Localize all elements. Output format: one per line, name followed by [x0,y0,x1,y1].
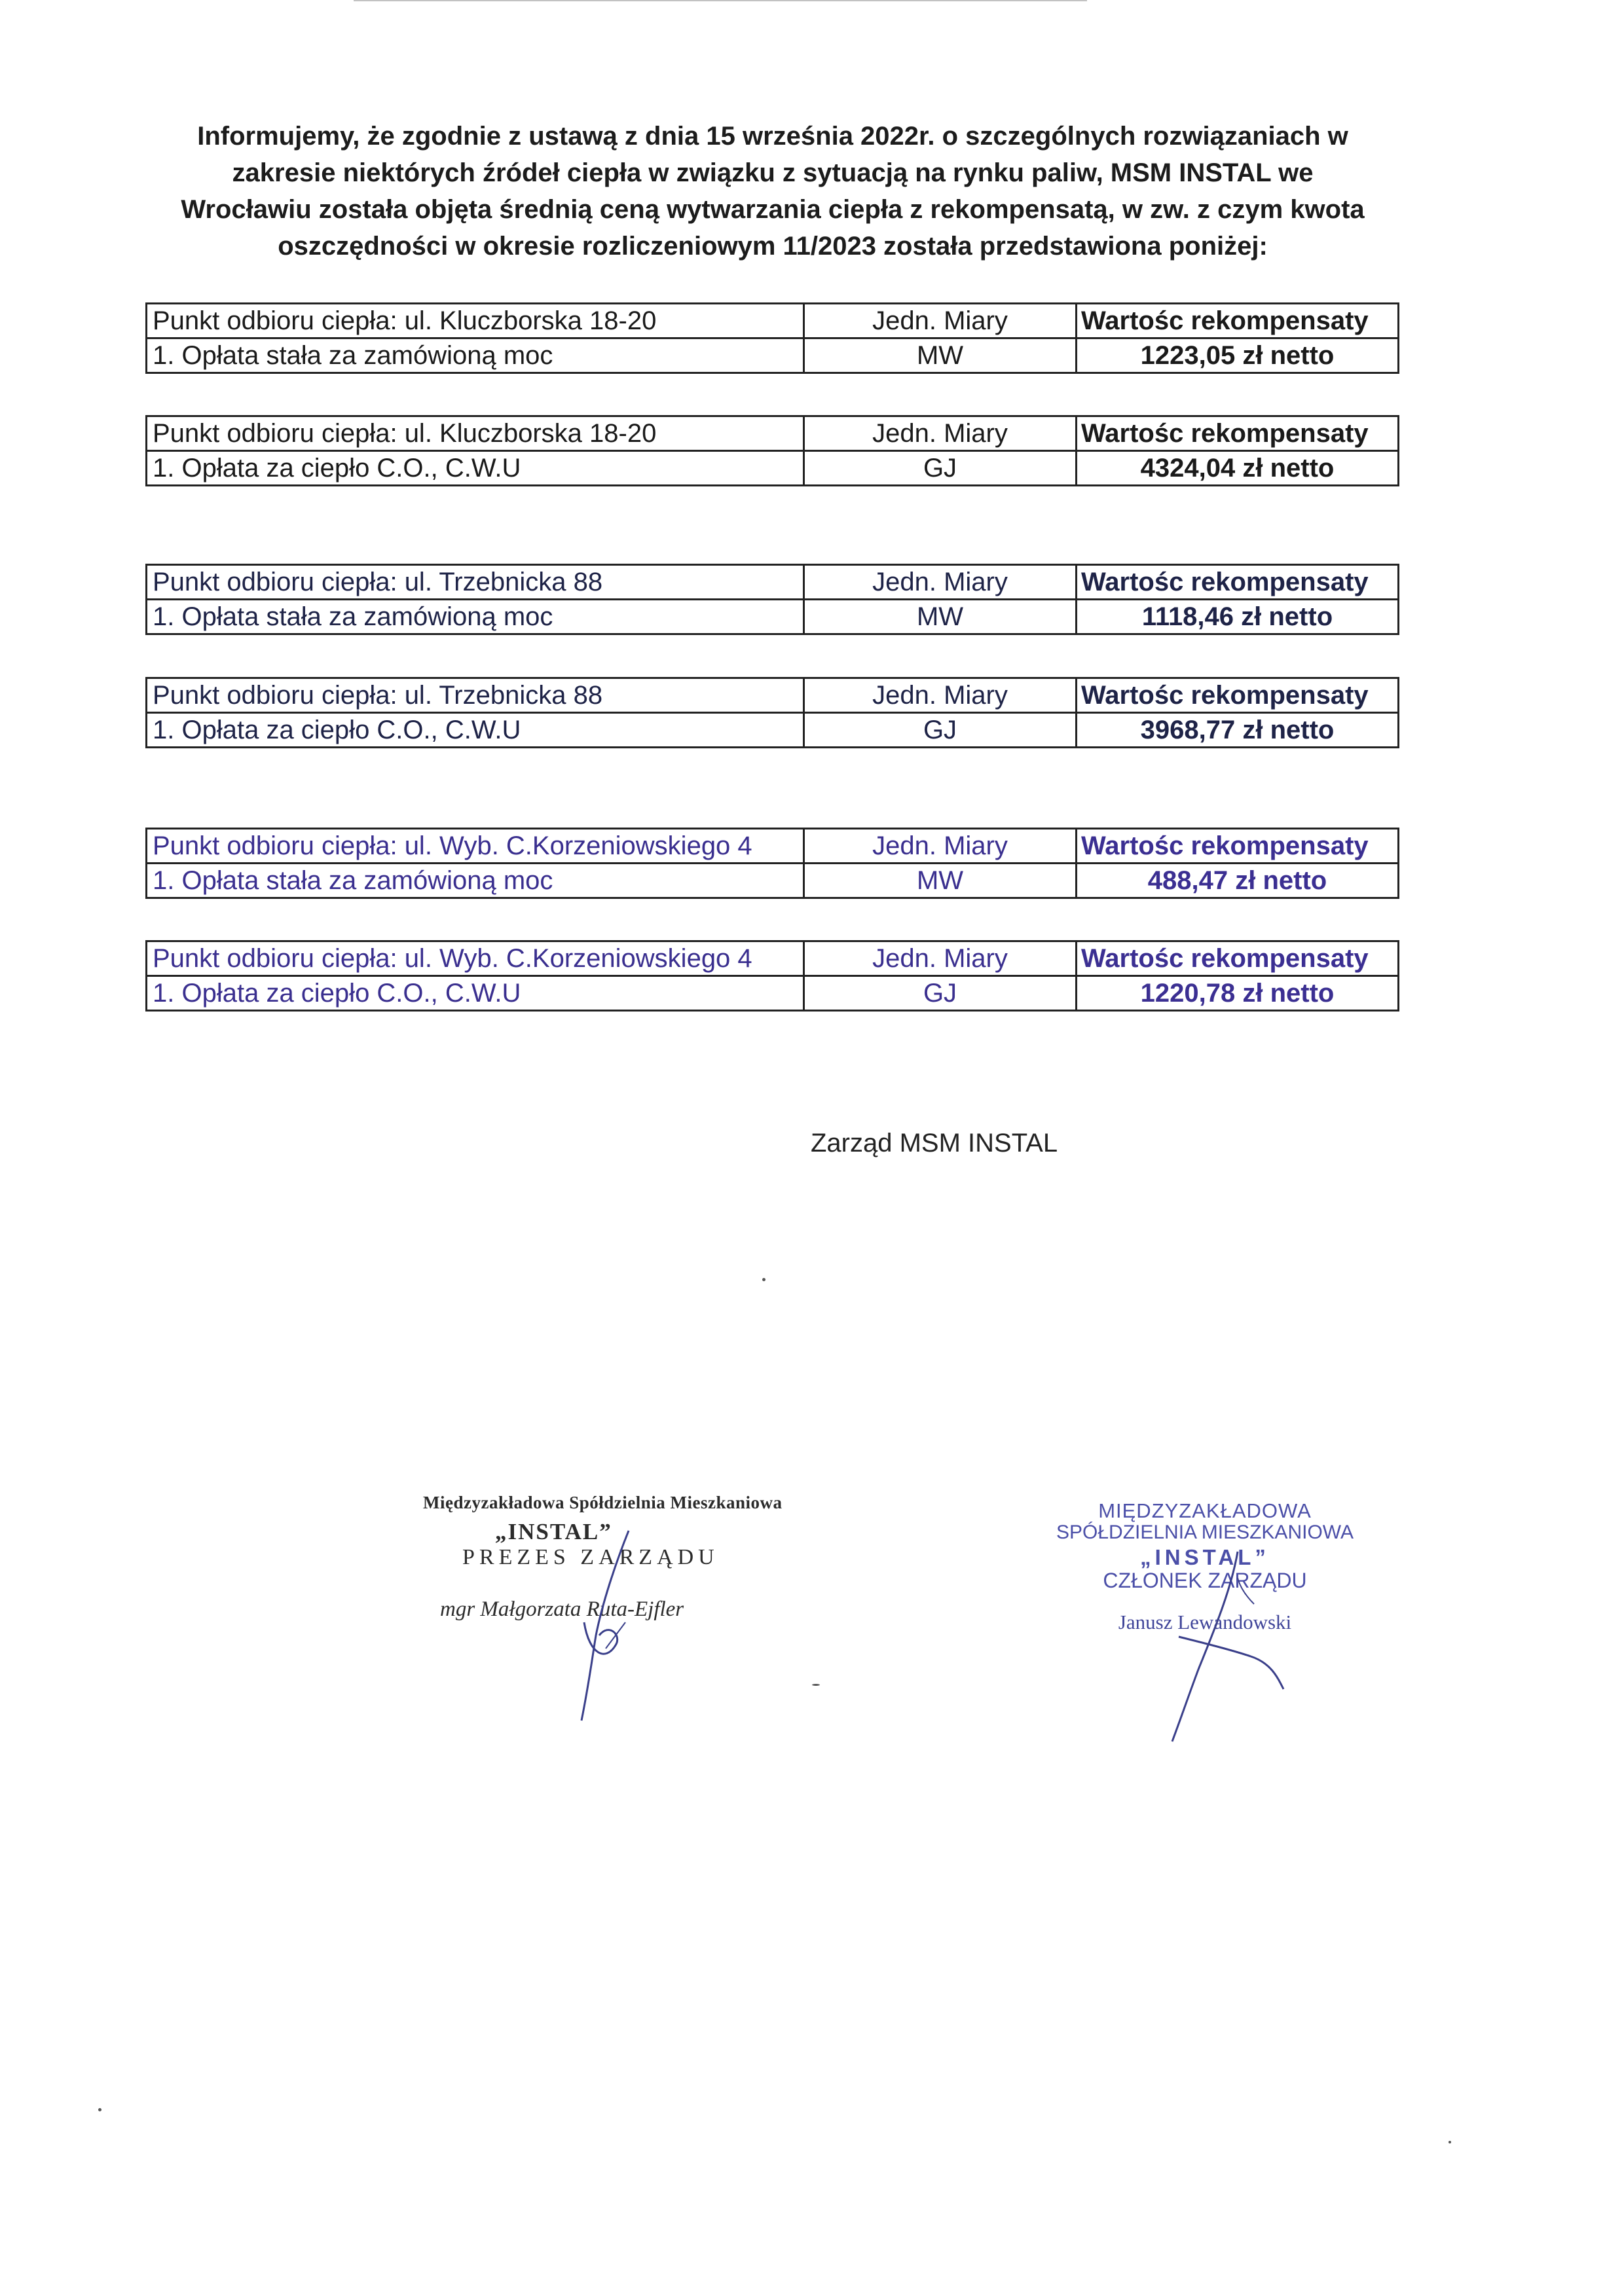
unit-header: Jedn. Miary [804,416,1077,451]
stamp-person: Janusz Lewandowski [1118,1611,1292,1633]
unit-header: Jedn. Miary [804,304,1077,338]
compensation-table-trzebnicka-moc [145,564,1399,635]
intro-line: zakresie niektórych źródeł ciepła w związku z sytuacją na rynku paliw, MSM INSTAL we [232,158,1314,187]
unit-header: Jedn. Miary [804,678,1077,713]
value-header: Wartośc rekompensaty [1077,565,1399,600]
compensation-value: 3968,77 zł netto [1077,713,1399,748]
table-header-row [147,565,1399,600]
table-row [147,451,1399,486]
value-header: Wartośc rekompensaty [1077,416,1399,451]
table-header-row [147,829,1399,864]
unit-value: MW [804,864,1077,898]
point-label: Punkt odbioru ciepła: ul. Trzebnicka 88 [147,678,804,713]
value-header: Wartośc rekompensaty [1077,678,1399,713]
table-row [147,713,1399,748]
scan-speck [812,1684,820,1686]
table-row [147,976,1399,1011]
scan-edge-line [354,0,1087,1]
stamp-person: mgr Małgorzata Ruta-Ejfler [440,1597,684,1621]
point-label: Punkt odbioru ciepła: ul. Wyb. C.Korzeniowskiego 4 [147,829,804,864]
table-header-row [147,416,1399,451]
unit-value: GJ [804,713,1077,748]
table-header-row [147,304,1399,338]
compensation-value: 488,47 zł netto [1077,864,1399,898]
stamp-president [367,1485,812,1734]
table-header-row [147,941,1399,976]
scan-speck [1449,2141,1451,2143]
compensation-table-kluczborska-cieplo [145,415,1399,486]
value-header: Wartośc rekompensaty [1077,829,1399,864]
unit-value: MW [804,600,1077,634]
board-signature-label: Zarząd MSM INSTAL [811,1129,1058,1157]
item-label: 1. Opłata stała za zamówioną moc [147,600,804,634]
stamp-brand: „INSTAL” [1140,1545,1270,1569]
item-label: 1. Opłata stała za zamówioną moc [147,338,804,373]
intro-paragraph [131,118,1414,264]
scan-speck [762,1278,766,1281]
table-row [147,338,1399,373]
stamp-role: PREZES ZARZĄDU [462,1545,719,1569]
unit-header: Jedn. Miary [804,941,1077,976]
compensation-table-trzebnicka-cieplo [145,677,1399,748]
item-label: 1. Opłata za ciepło C.O., C.W.U [147,976,804,1011]
compensation-value: 1220,78 zł netto [1077,976,1399,1011]
stamp-brand: „INSTAL” [495,1519,612,1544]
unit-value: GJ [804,451,1077,486]
stamp-role: CZŁONEK ZARZĄDU [1103,1569,1307,1592]
point-label: Punkt odbioru ciepła: ul. Trzebnicka 88 [147,565,804,600]
unit-header: Jedn. Miary [804,565,1077,600]
point-label: Punkt odbioru ciepła: ul. Wyb. C.Korzeniowskiego 4 [147,941,804,976]
intro-line: oszczędności w okresie rozliczeniowym 11/2023 została przedstawiona poniżej: [278,232,1268,261]
table-header-row [147,678,1399,713]
point-label: Punkt odbioru ciepła: ul. Kluczborska 18-20 [147,416,804,451]
scan-speck [98,2108,101,2111]
intro-line: Wrocławiu została objęta średnią ceną wytwarzania ciepła z rekompensatą, w zw. z czym kwota [181,195,1365,224]
value-header: Wartośc rekompensaty [1077,304,1399,338]
unit-value: GJ [804,976,1077,1011]
compensation-value: 4324,04 zł netto [1077,451,1399,486]
stamp-org-type: SPÓŁDZIELNIA MIESZKANIOWA [1056,1522,1354,1543]
item-label: 1. Opłata za ciepło C.O., C.W.U [147,451,804,486]
stamp-org-name: MIĘDZYZAKŁADOWA [1098,1499,1312,1522]
unit-header: Jedn. Miary [804,829,1077,864]
compensation-value: 1223,05 zł netto [1077,338,1399,373]
unit-value: MW [804,338,1077,373]
stamp-org-name: Międzyzakładowa Spółdzielnia Mieszkaniowa [423,1493,783,1512]
point-label: Punkt odbioru ciepła: ul. Kluczborska 18-20 [147,304,804,338]
compensation-table-korzeniowskiego-cieplo [145,940,1399,1011]
compensation-value: 1118,46 zł netto [1077,600,1399,634]
value-header: Wartośc rekompensaty [1077,941,1399,976]
compensation-table-kluczborska-moc [145,302,1399,374]
item-label: 1. Opłata stała za zamówioną moc [147,864,804,898]
table-row [147,600,1399,634]
stamp-board-member [1022,1493,1388,1755]
intro-line: Informujemy, że zgodnie z ustawą z dnia 15 września 2022r. o szczególnych rozwiązaniach w [197,122,1348,151]
table-row [147,864,1399,898]
item-label: 1. Opłata za ciepło C.O., C.W.U [147,713,804,748]
compensation-table-korzeniowskiego-moc [145,828,1399,899]
